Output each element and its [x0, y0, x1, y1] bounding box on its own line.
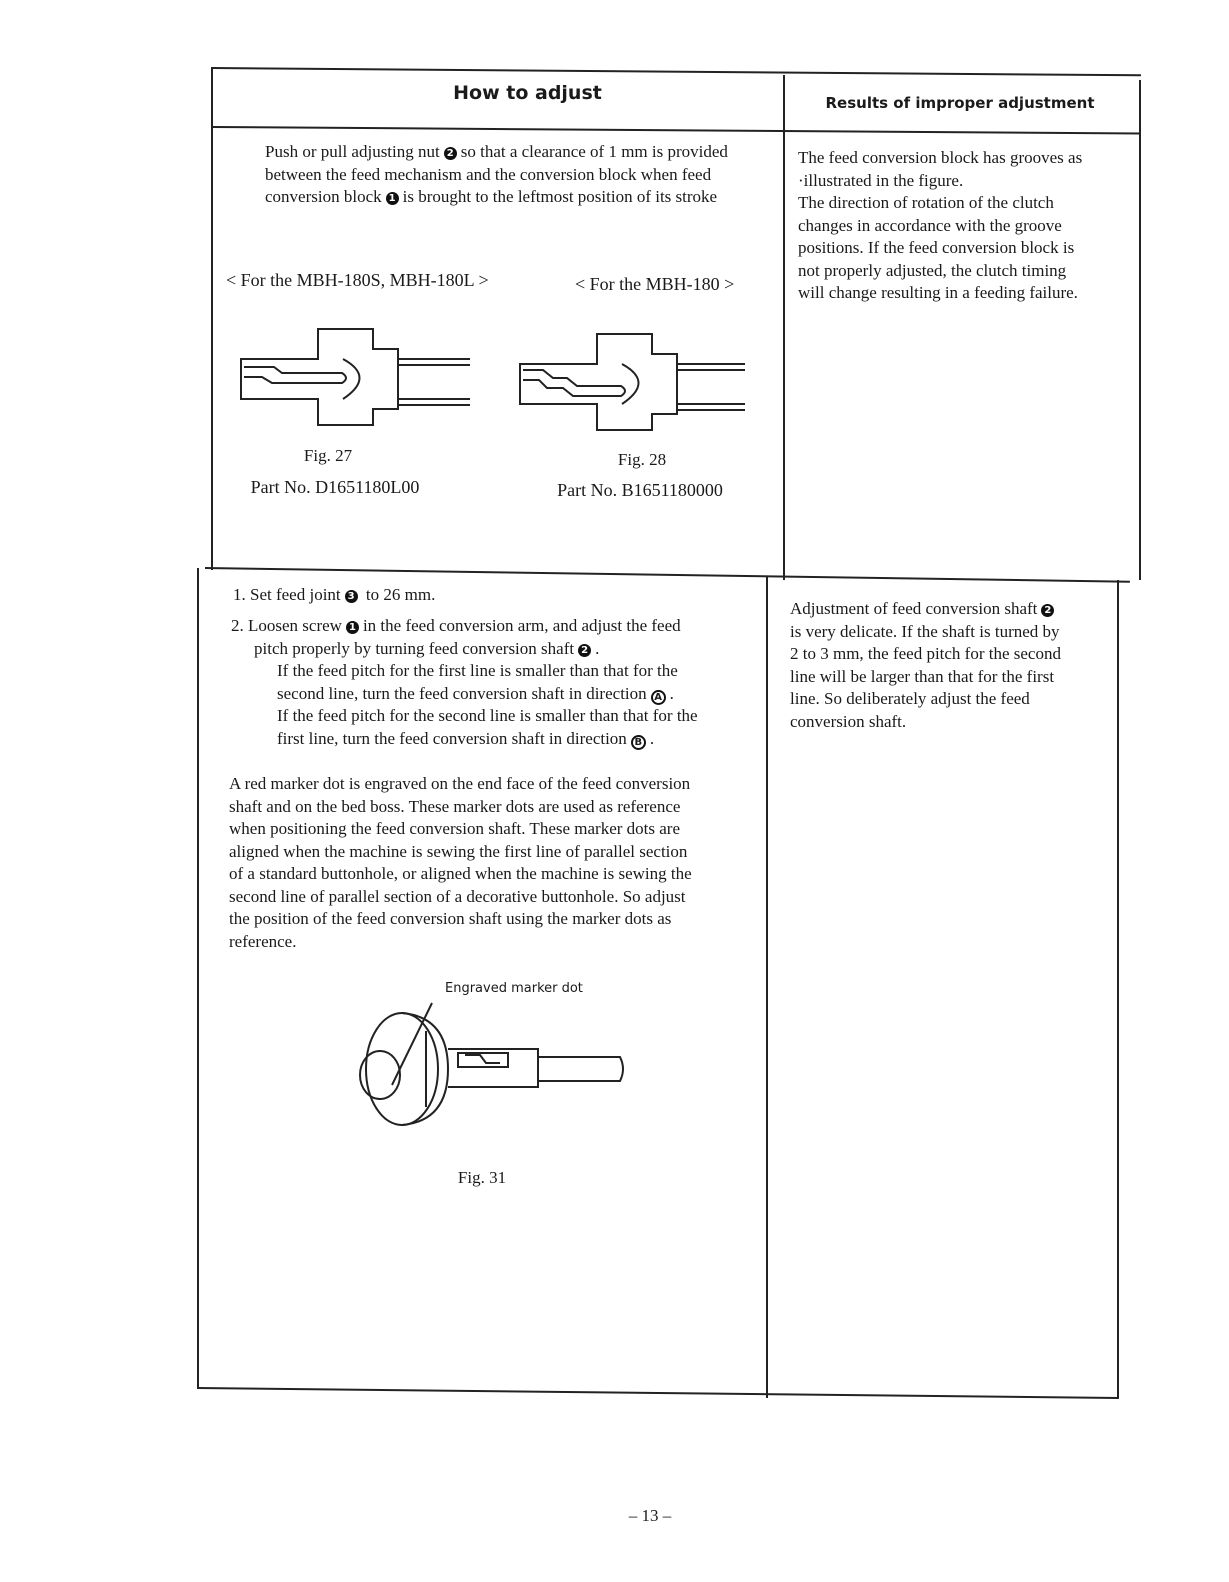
number-2-icon: 2 [444, 147, 457, 160]
result-line: The feed conversion block has grooves as [798, 148, 1083, 167]
step-1 [233, 584, 763, 607]
paragraph-line: A red marker dot is engraved on the end face of the feed conversion [229, 774, 691, 793]
direction-a-icon: A [651, 690, 666, 705]
result-line: not properly adjusted, the clutch timing [798, 260, 1067, 280]
marker-dot-paragraph [229, 773, 764, 953]
page-number: – 13 – [628, 1506, 672, 1525]
paragraph-line: aligned when the machine is sewing the first line of parallel section [229, 841, 688, 861]
result-2-line: line will be larger than that for the first [790, 666, 1055, 686]
table-left-border-upper [211, 67, 213, 570]
result-2-line: is very delicate. If the shaft is turned by [790, 621, 1060, 641]
result-2-line-1: Adjustment of feed conversion shaft [790, 599, 1038, 618]
table-right-border-upper [1139, 80, 1141, 580]
column-divider-lower [766, 576, 768, 1398]
fig28-part-number: Part No. B1651180000 [557, 480, 723, 500]
direction-b-icon: B [631, 735, 646, 750]
section1-instruction [265, 141, 770, 209]
fig27-conversion-block-diagram [238, 325, 473, 430]
paragraph-line: reference. [229, 931, 297, 951]
result-2-line: conversion shaft. [790, 711, 907, 731]
step-2-text-a: Loosen screw [248, 616, 342, 635]
number-2-icon: 2 [1041, 604, 1054, 617]
step-1-number: 1. [233, 585, 246, 604]
step-2-text-c-end: . [595, 638, 600, 658]
model-label-right: < For the MBH-180 > [575, 274, 735, 294]
result-line: The direction of rotation of the clutch [798, 193, 1054, 212]
step-2-sub-1a: If the feed pitch for the first line is smaller than that for the [277, 661, 678, 680]
step-1-text-a: Set feed joint [250, 585, 341, 604]
number-2-icon: 2 [578, 644, 591, 657]
paragraph-line: the position of the feed conversion shaft using the marker dots as [229, 909, 672, 928]
table-top-border [212, 67, 1141, 76]
step-2: 2. Loosen screw 1 in the feed conversion arm, and adjust the feed pitch properly by turning feed conversion shaft 2 . If the feed pitch for the first line is smaller than that for the second line, turn the feed conversion shaft in direction A . If the feed pitch for the second line is smaller than that for the first line, turn the feed conversion shaft in direction B . [231, 615, 766, 750]
section1-result-text [798, 147, 1133, 305]
step-2-number: 2. [231, 616, 244, 635]
step-2-text-b: in the feed conversion arm, and adjust the feed [362, 616, 681, 635]
instruction-part2: so that a clearance of 1 mm is provided between the feed mechanism and the conversion block when feed conversion block [265, 142, 728, 206]
step-1-text-b: to 26 mm. [365, 585, 436, 604]
table-left-border-lower [197, 568, 199, 1388]
paragraph-line: when positioning the feed conversion shaft. These marker dots are [229, 819, 680, 838]
column-divider-upper [783, 75, 785, 580]
fig28-label: Fig. 28 [617, 450, 667, 469]
fig27-label: Fig. 27 [303, 446, 353, 465]
result-line: positions. If the feed conversion block is [798, 238, 1075, 257]
result-2-line: line. So deliberately adjust the feed [790, 689, 1030, 708]
step-2-sub-2a: If the feed pitch for the second line is smaller than that for the [277, 706, 698, 725]
paragraph-line: second line of parallel section of a decorative buttonhole. So adjust [229, 886, 686, 906]
section2-result-text [790, 598, 1120, 733]
step-2-sub-2b: first line, turn the feed conversion shaft in direction [277, 728, 627, 748]
header-results-improper: Results of improper adjustment [825, 94, 1095, 112]
result-line: changes in accordance with the groove [798, 215, 1062, 235]
step-2-sub-1b: second line, turn the feed conversion shaft in direction [277, 683, 647, 703]
instruction-part1: Push or pull adjusting nut [265, 142, 440, 161]
number-1-icon: 1 [346, 621, 359, 634]
instruction-part3: is brought to the leftmost position of its stroke [402, 187, 718, 206]
result-line: ·illustrated in the figure. [798, 170, 964, 190]
fig31-callout-label: Engraved marker dot [445, 981, 583, 996]
step-2-text-c: pitch properly by turning feed conversion shaft [254, 638, 575, 658]
header-bottom-border [212, 126, 1141, 134]
result-line: will change resulting in a feeding failure. [798, 283, 1078, 302]
number-1-icon: 1 [386, 192, 399, 205]
fig28-conversion-block-diagram [517, 330, 752, 435]
fig27-part-number: Part No. D1651180L00 [250, 477, 420, 497]
fig31-shaft-diagram [340, 995, 640, 1135]
model-label-left: < For the MBH-180S, MBH-180L > [226, 270, 489, 290]
number-3-icon: 3 [345, 590, 358, 603]
fig31-label: Fig. 31 [457, 1168, 507, 1187]
section-divider [205, 567, 1130, 583]
header-how-to-adjust: How to adjust [453, 82, 602, 104]
paragraph-line: of a standard buttonhole, or aligned when the machine is sewing the [229, 864, 692, 883]
paragraph-line: shaft and on the bed boss. These marker dots are used as reference [229, 796, 681, 816]
result-2-line: 2 to 3 mm, the feed pitch for the second [790, 644, 1061, 663]
table-bottom-border [197, 1387, 1119, 1399]
